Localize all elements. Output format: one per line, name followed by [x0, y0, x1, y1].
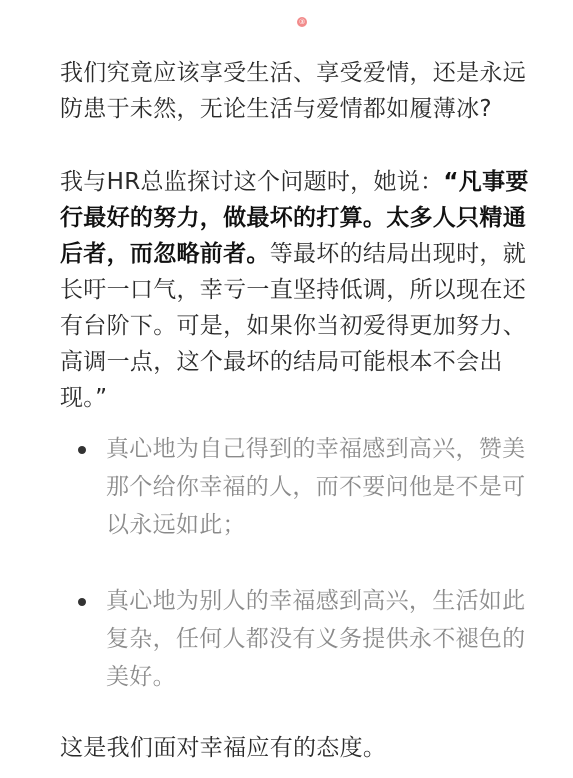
quote-intro: 我与HR总监探讨这个问题时，她说： [60, 169, 444, 195]
paragraph-hr-quote [60, 164, 530, 416]
bullet-text: 真心地为自己得到的幸福感到高兴，赞美那个给你幸福的人，而不要问他是不是可以永远如此； [106, 436, 526, 538]
paragraph-question: 我们究竟应该享受生活、享受爱情，还是永远防患于未然，无论生活与爱情都如履薄冰? [60, 60, 526, 122]
paragraph-conclusion: 这是我们面对幸福应有的态度。 [60, 735, 387, 761]
bullet-text: 真心地为别人的幸福感到高兴，生活如此复杂，任何人都没有义务提供永不褪色的美好。 [106, 588, 526, 690]
bullet-dot-icon [78, 446, 86, 454]
page-number-badge: ③ [298, 18, 306, 26]
bullet-dot-icon [78, 598, 86, 606]
quote-rest: 等最坏的结局出现时，就长吁一口气，幸亏一直坚持低调，所以现在还有台阶下。可是，如果你当初爱得更加努力、高调一点，这个最坏的结局可能根本不会出现。” [60, 241, 527, 411]
quote-bold: “凡事要行最好的努力，做最坏的打算。太多人只精通后者，而忽略前者。 [60, 169, 529, 267]
